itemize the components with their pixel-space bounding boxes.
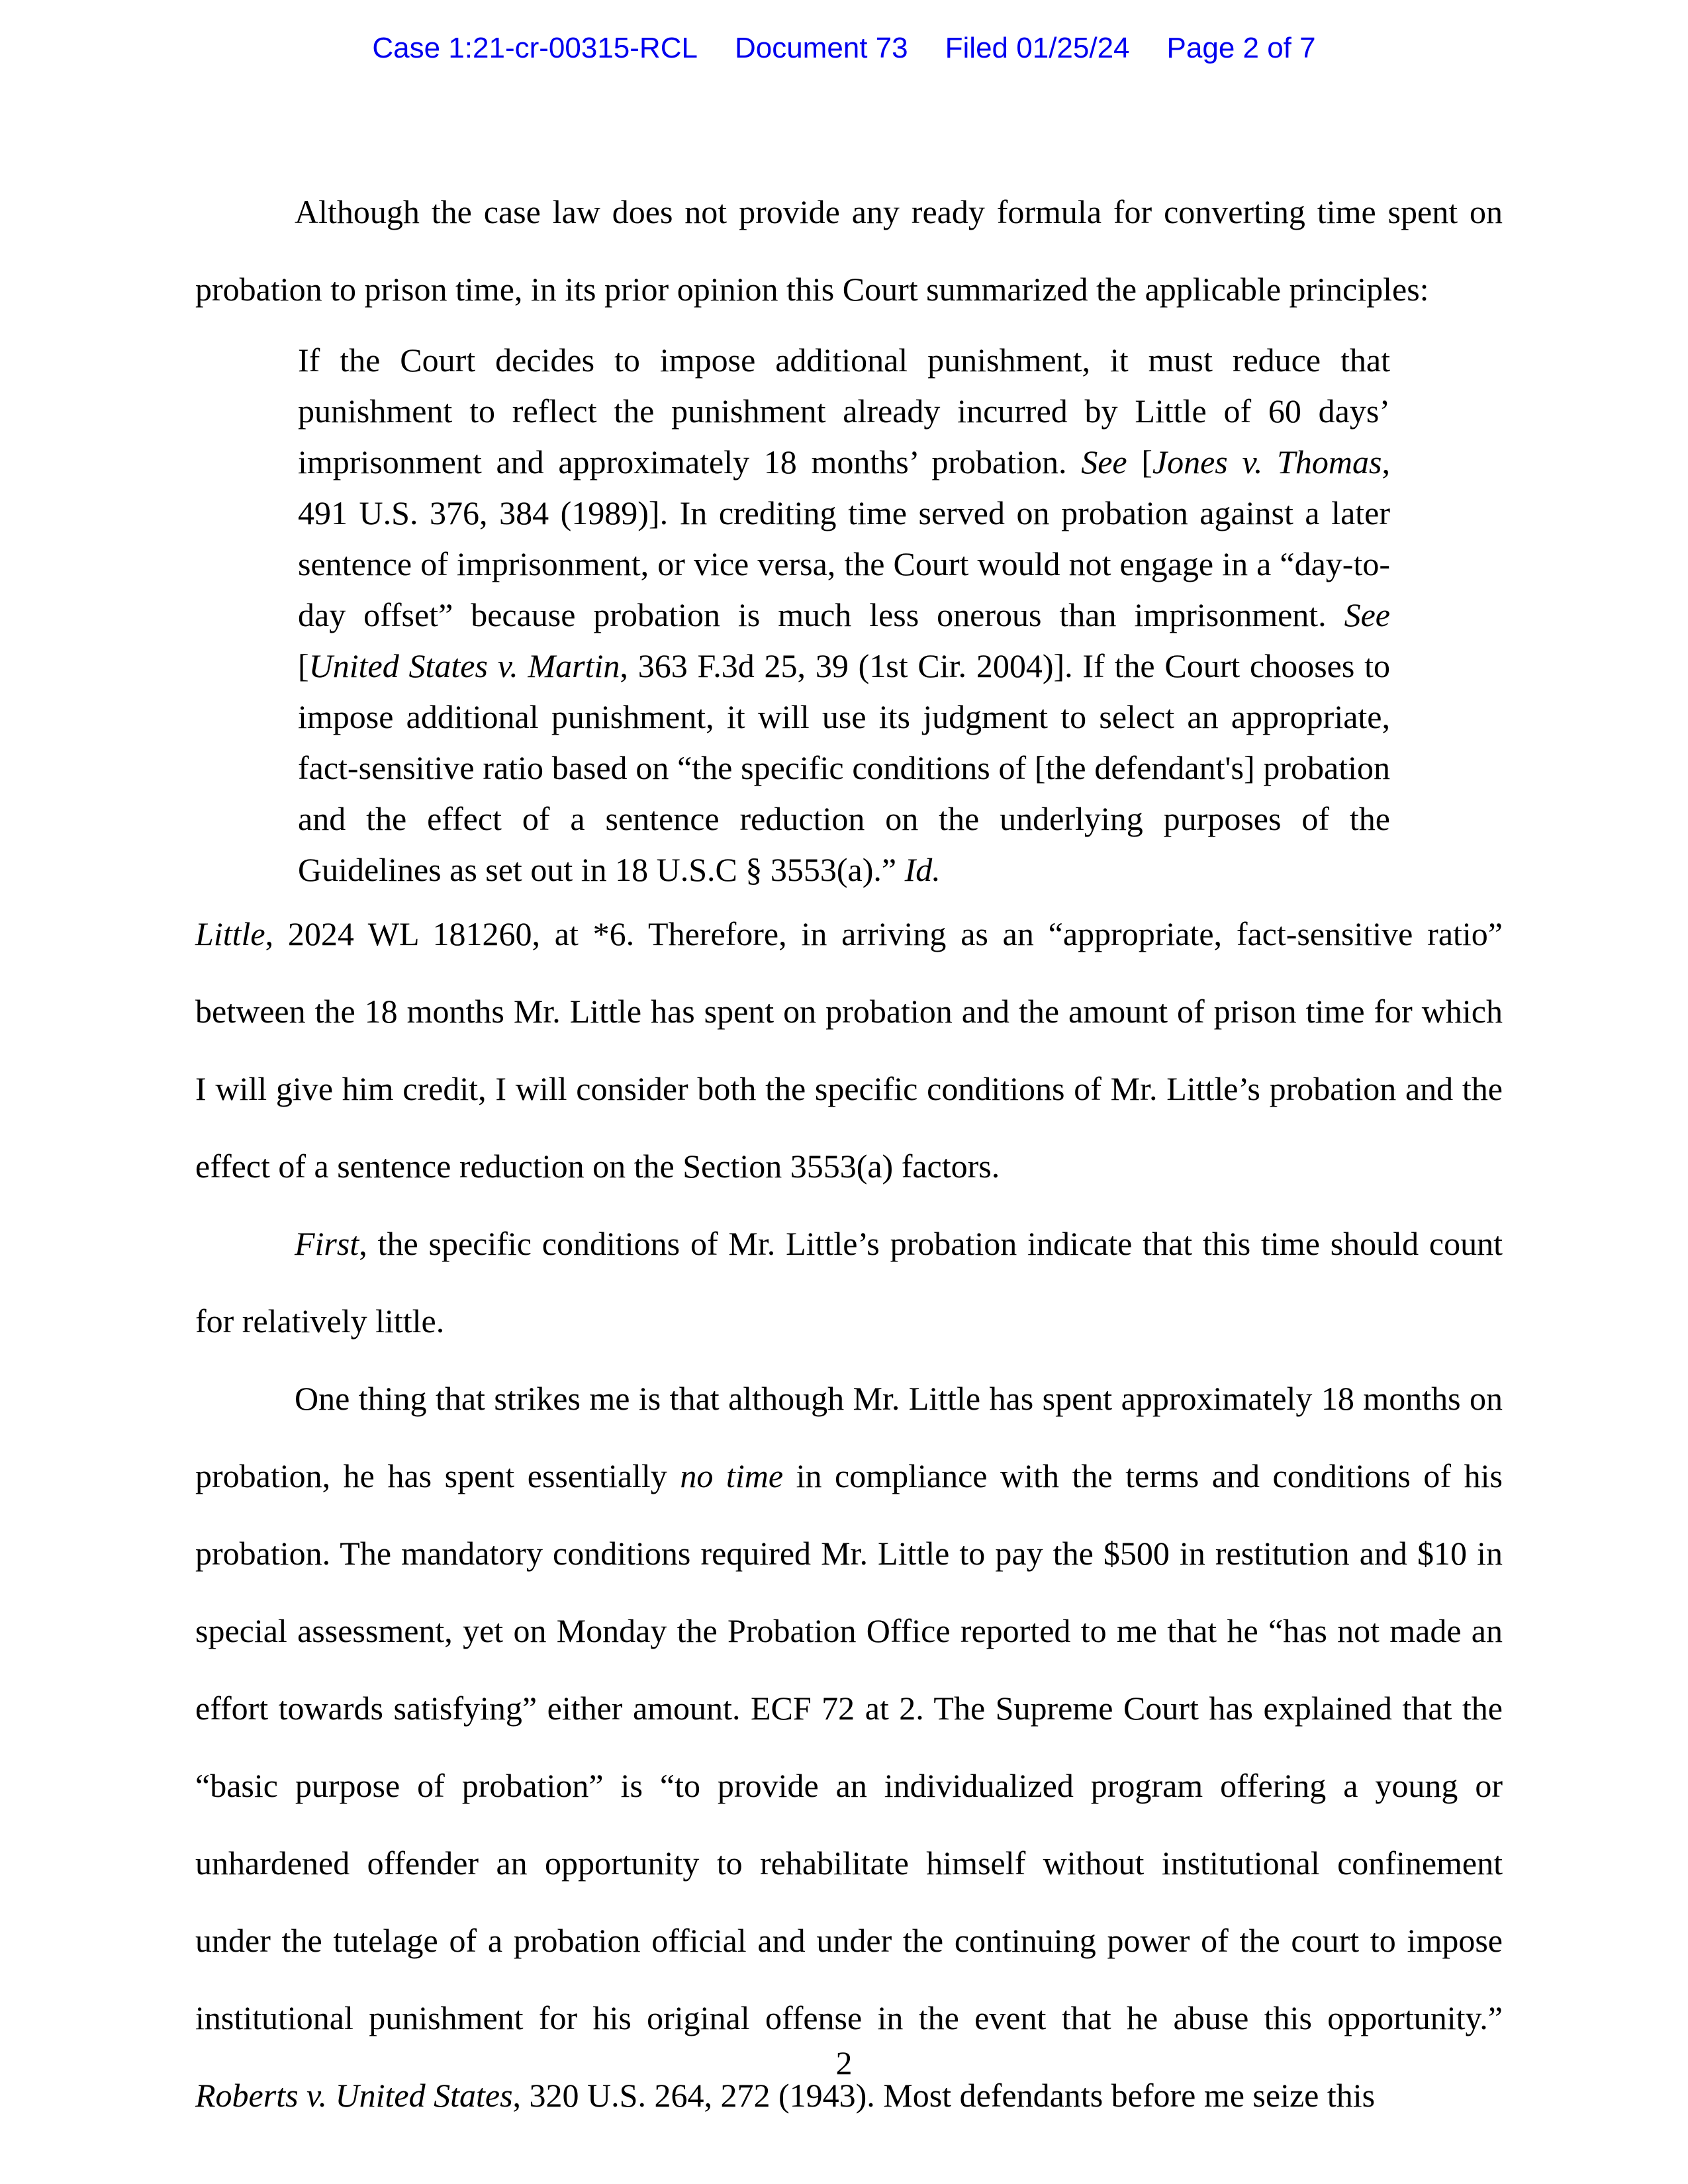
ecf-header-stamp — [0, 32, 1688, 65]
block-quote-prior-opinion — [298, 335, 1390, 895]
italic-text-run: See — [1081, 443, 1127, 480]
text-run: , 491 U.S. 376, 384 (1989)]. In crediting time served on probation against a later sentence of imprisonment, or vice versa, the Court would not engage in a “day-to-day offset” because probation is much less onerous than imprisonment. — [298, 443, 1390, 633]
text-run: One thing that strikes me is that although Mr. Little has spent approximately 18 months on probation, he has spent essentially — [195, 1380, 1503, 1494]
italic-text-run: United States v. Martin — [308, 647, 620, 684]
text-run: , the specific conditions of Mr. Little’s probation indicate that this time should count for relatively little. — [195, 1225, 1503, 1340]
italic-text-run: Little — [195, 915, 265, 952]
text-run: , 2024 WL 181260, at *6. Therefore, in arriving as an “appropriate, fact-sensitive ratio” between the 18 months Mr. Little has spent on probation and the amount of prison time for which I will give him credit, I will consider both the specific conditions of Mr. Little’s probation and the effect of a sentence reduction on the Section 3553(a) factors. — [195, 915, 1503, 1185]
paragraph-one-thing — [195, 1360, 1503, 2134]
italic-text-run: Id. — [904, 851, 941, 888]
italic-text-run: Roberts v. United States — [195, 2077, 513, 2114]
text-run: [ — [298, 647, 309, 684]
text-run: If the Court decides to impose additional punishment, it must reduce that punishment to reflect the punishment already incurred by Little of 60 days’ imprisonment and approximately 18 months’ probation. — [298, 341, 1390, 480]
document-body — [195, 173, 1503, 2134]
text-run: [ — [1127, 443, 1152, 480]
paragraph-citation-little — [195, 895, 1503, 1205]
text-run: Although the case law does not provide any ready formula for converting time spent on probation to prison time, in its prior opinion this Court summarized the applicable principles: — [195, 193, 1503, 308]
paragraph-intro — [195, 173, 1503, 328]
stamp-page-indicator: Page 2 of 7 — [1166, 32, 1316, 64]
italic-text-run: First — [295, 1225, 359, 1262]
text-run: , 363 F.3d 25, 39 (1st Cir. 2004)]. If the Court chooses to impose additional punishment, it will use its judgment to select an appropriate, fact-sensitive ratio based on “the specific conditions of [the defendant's] probation and the effect of a sentence reduction on the underlying purposes of the Guidelines as set out in 18 U.S.C § 3553(a).” — [298, 647, 1390, 888]
italic-text-run: no time — [680, 1457, 784, 1494]
italic-text-run: See — [1344, 596, 1390, 633]
stamp-document-number: Document 73 — [734, 32, 908, 64]
page-number: 2 — [835, 2044, 853, 2081]
stamp-case-number: Case 1:21-cr-00315-RCL — [372, 32, 698, 64]
text-run: , 320 U.S. 264, 272 (1943). Most defendants before me seize this — [512, 2077, 1376, 2114]
stamp-filed-date: Filed 01/25/24 — [945, 32, 1130, 64]
paragraph-first-point — [195, 1205, 1503, 1360]
text-run: in compliance with the terms and conditions of his probation. The mandatory conditions required Mr. Little to pay the $500 in restitution and $10 in special assessment, yet on Monday the Probation Office reported to me that he “has not made an effort towards satisfying” either amount. ECF 72 at 2. The Supreme Court has explained that the “basic purpose of probation” is “to provide an individualized program offering a young or unhardened offender an opportunity to rehabilitate himself without institutional confinement under the tutelage of a probation official and under the continuing power of the court to impose institutional punishment for his original offense in the event that he abuse this opportunity.” — [195, 1457, 1503, 2036]
italic-text-run: Jones v. Thomas — [1152, 443, 1382, 480]
